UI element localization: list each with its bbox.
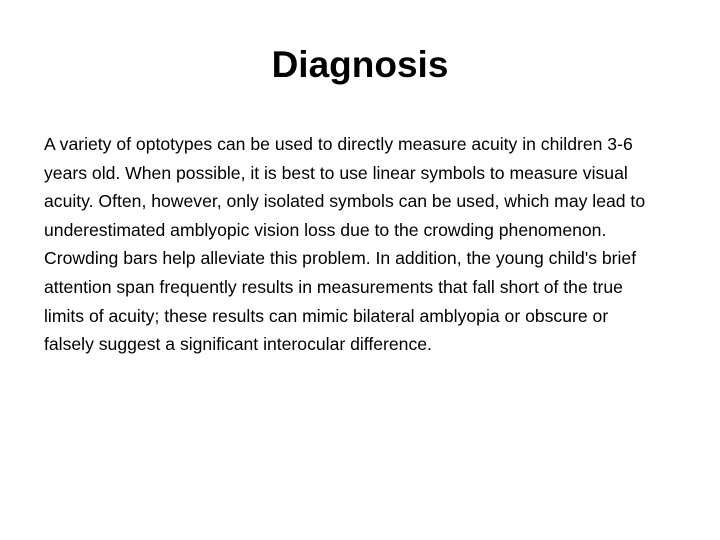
body-line: underestimated amblyopic vision loss due to the crowding phenomenon. [44, 219, 607, 240]
body-line: limits of acuity; these results can mimic bilateral amblyopia or obscure or [44, 305, 609, 326]
body-line: years old. When possible, it is best to use linear symbols to measure visual [44, 162, 628, 183]
body-line: Crowding bars help alleviate this problem. In addition, the young child's brief [44, 248, 637, 269]
slide-title: Diagnosis [271, 44, 449, 85]
body-line: acuity. Often, however, only isolated symbols can be used, which may lead to [44, 191, 646, 212]
body-line: falsely suggest a significant interocular difference. [44, 334, 432, 355]
slide-body-text [44, 130, 704, 359]
body-line: attention span frequently results in measurements that fall short of the true [44, 276, 623, 297]
body-line: A variety of optotypes can be used to directly measure acuity in children 3-6 [44, 134, 633, 154]
